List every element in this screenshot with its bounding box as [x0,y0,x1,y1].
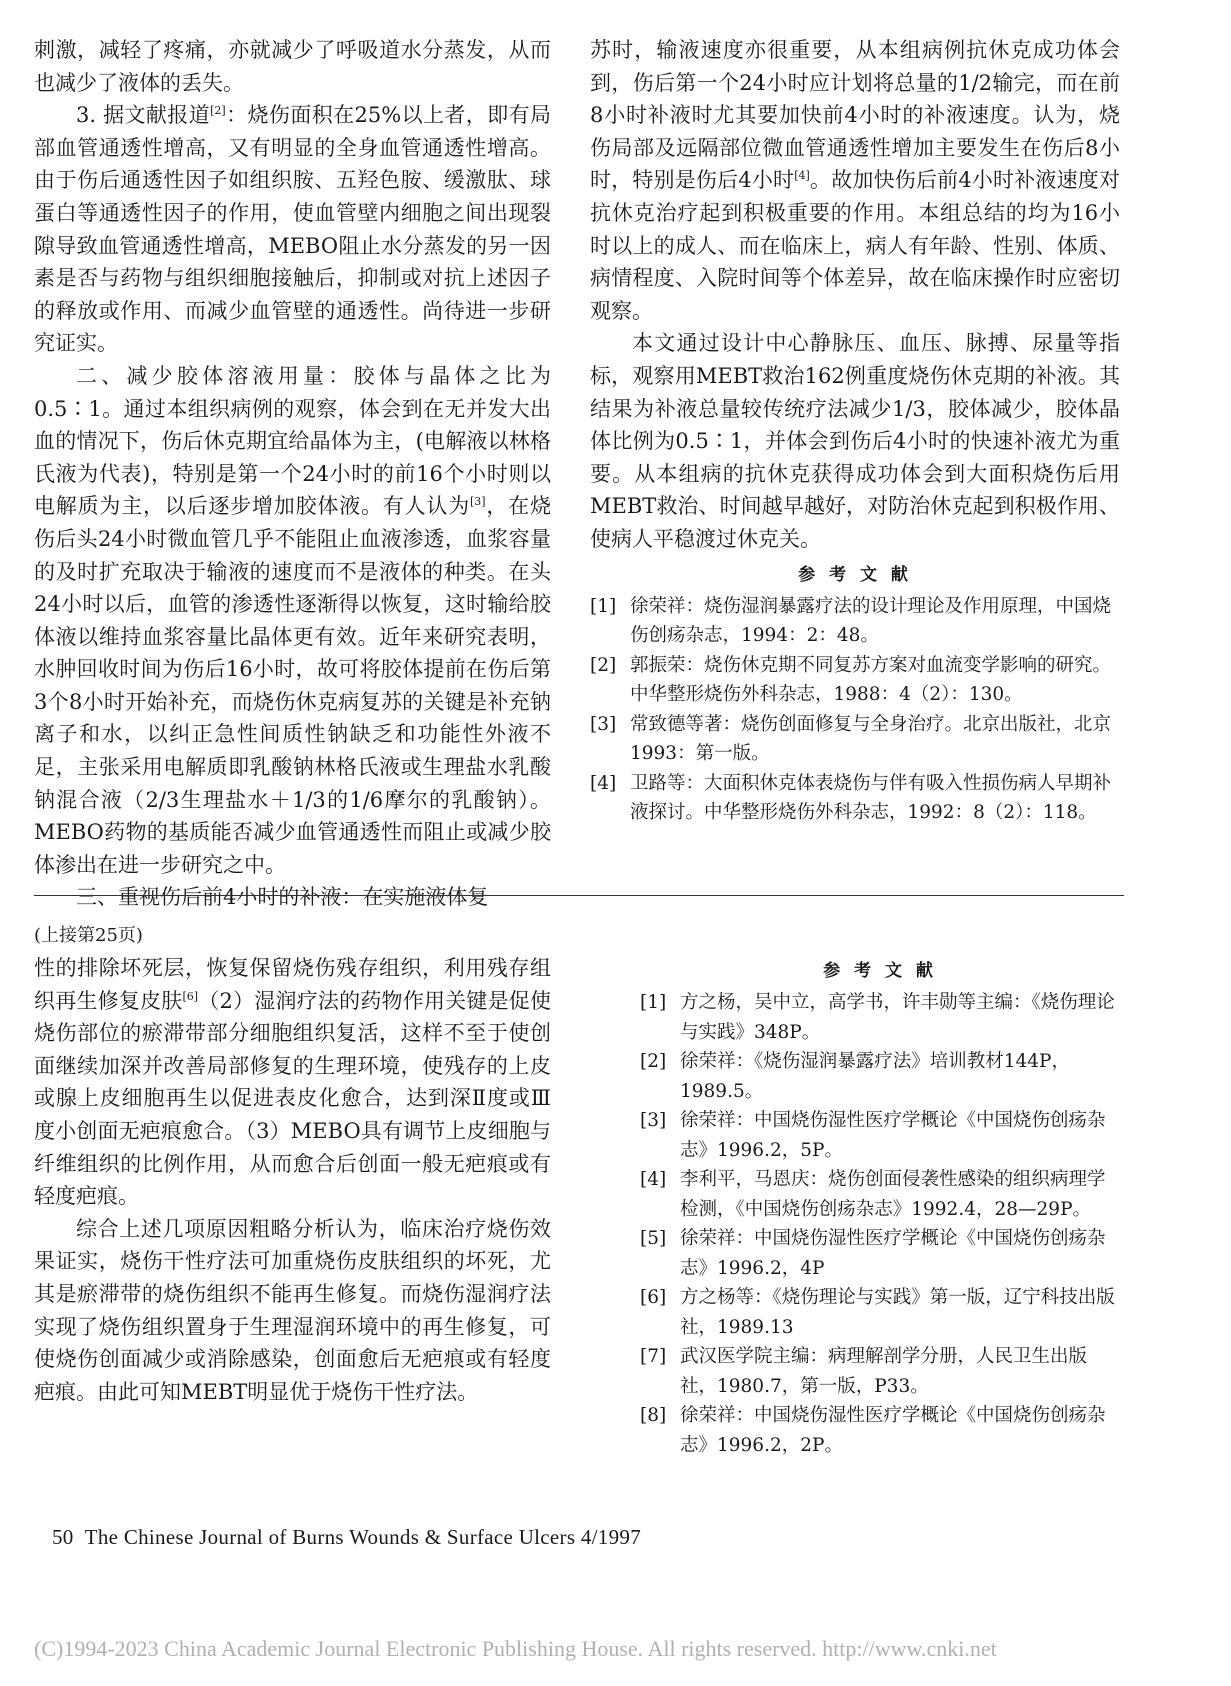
references-title: 参 考 文 献 [798,564,912,585]
reference-number: [8] [640,1405,667,1426]
reference-number: [7] [640,1346,667,1367]
reference-item [640,988,1120,1047]
paragraph-text: 。故加快伤后前4小时补液速度对抗休克治疗起到积极重要的作用。本组总结的均为16小时以上的成人、而在临床上，病人有年龄、性别、体质、病情程度、入院时间等个体差异，故在临床操作时应密切观察。 [590,168,1120,323]
reference-number: [2] [590,654,617,676]
paragraph [590,34,1120,327]
page-number: 50 [52,1525,74,1549]
reference-number: [4] [590,772,617,794]
paragraph: 三、重视伤后前4小时的补液：在实施液体复 [76,885,489,910]
reference-item [590,769,1120,828]
reference-item [640,1283,1120,1342]
reference-number: [3] [590,713,617,735]
continued-note: (上接第25页) [34,925,143,946]
paragraph: 综合上述几项原因粗略分析认为，临床治疗烧伤效果证实，烧伤干性疗法可加重烧伤皮肤组织的坏死，尤其是瘀滞带的烧伤组织不能再生修复。而烧伤湿润疗法实现了烧伤组织置身于生理湿润环境中的再生修复，可使烧伤创面减少或消除感染，创面愈后无疤痕或有轻度疤痕。由此可知MEBT明显优于烧伤干性疗法。 [34,1216,551,1404]
citation: [2] [210,104,226,118]
reference-text: 方之杨等：《烧伤理论与实践》第一版，辽宁科技出版社，1989.13 [680,1287,1115,1338]
reference-item [590,592,1120,651]
reference-item [640,1342,1120,1401]
reference-number: [1] [640,992,667,1013]
reference-item [640,1401,1120,1460]
citation: [4] [794,169,810,183]
reference-text: 常致德等著：烧伤创面修复与全身治疗。北京出版社，北京1993：第一版。 [630,713,1112,764]
reference-number: [1] [590,595,617,617]
paragraph-text: 苏时，输液速度亦很重要，从本组病例抗休克成功体会到，伤后第一个24小时应计划将总量的1/2输完，而在前8小时补液时尤其要加快前4小时的补液速度。认为，烧伤局部及远隔部位微血管通透性增加主要发生在伤后8小时，特别是伤后4小时 [590,38,1120,193]
reference-text: 武汉医学院主编：病理解剖学分册，人民卫生出版社，1980.7，第一版，P33。 [680,1346,1088,1397]
paragraph [34,360,551,882]
paragraph [34,952,551,1213]
reference-number: [5] [640,1228,667,1249]
reference-text: 徐荣祥：烧伤湿润暴露疗法的设计理论及作用原理，中国烧伤创疡杂志，1994：2：48。 [630,595,1112,646]
paragraph-text: 性的排除坏死层，恢复保留烧伤残存组织，利用残存组织再生修复皮肤 [34,956,551,1013]
top-left-column [34,34,551,914]
reference-number: [6] [640,1287,667,1308]
reference-item [590,651,1120,710]
reference-item [640,1165,1120,1224]
reference-item [640,1106,1120,1165]
paragraph-text: 3. 据文献报道 [76,103,211,128]
reference-text: 方之杨，吴中立，高学书，许丰勋等主编：《烧伤理论与实践》348P。 [680,992,1115,1043]
reference-item [640,1224,1120,1283]
page-footer [52,1525,641,1550]
reference-text: 郭振荣：烧伤休克期不同复苏方案对血流变学影响的研究。中华整形烧伤外科杂志，1988：4（2）：130。 [630,654,1112,705]
reference-text: 徐荣祥：中国烧伤湿性医疗学概论《中国烧伤创疡杂志》1996.2，2P。 [680,1405,1106,1456]
paragraph: 本文通过设计中心静脉压、血压、脉搏、尿量等指标，观察用MEBT救治162例重度烧伤休克期的补液。其结果为补液总量较传统疗法减少1/3，胶体减少，胶体晶体比例为0.5∶1，并体会到伤后4小时的快速补液尤为重要。从本组病的抗休克获得成功体会到大面积烧伤后用MEBT救治、时间越早越好，对防治休克起到积极作用、使病人平稳渡过休克关。 [590,331,1120,551]
references-title: 参 考 文 献 [823,961,937,981]
section-divider [34,895,1124,896]
paragraph-text: （2）湿润疗法的药物作用关键是促使烧伤部位的瘀滞带部分细胞组织复活，这样不至于使创面继续加深并改善局部修复的生理环境，使残存的上皮或腺上皮细胞再生以促进表皮化愈合，达到深Ⅱ度或Ⅲ度小创面无疤痕愈合。（3）MEBO具有调节上皮细胞与纤维组织的比例作用，从而愈合后创面一般无疤痕或有轻度疤痕。 [34,988,552,1209]
reference-text: 李利平，马恩庆：烧伤创面侵袭性感染的组织病理学检测，《中国烧伤创疡杂志》1992.4，28—29P。 [680,1169,1106,1220]
reference-number: [4] [640,1169,667,1190]
bottom-left-column [34,952,551,1408]
reference-number: [2] [640,1051,667,1072]
paragraph-text: 二、减少胶体溶液用量：胶体与晶体之比为0.5∶1。通过本组织病例的观察，体会到在无并发大出血的情况下，伤后休克期宜给晶体为主，(电解液以林格氏液为代表)，特别是第一个24小时的前16个小时则以电解质为主，以后逐步增加胶体液。有人认为 [34,363,551,519]
reference-number: [3] [640,1110,667,1131]
citation: [3] [470,495,486,509]
reference-item [640,1047,1120,1106]
citation: [6] [182,989,199,1003]
paragraph-text: ：烧伤面积在25%以上者，即有局部血管通透性增高，又有明显的全身血管通透性增高。由于伤后通透性因子如组织胺、五羟色胺、缓激肽、球蛋白等通透性因子的作用，使血管壁内细胞之间出现裂隙导致血管通透性增高，MEBO阻止水分蒸发的另一因素是否与药物与组织细胞接触后，抑制或对抗上述因子的释放或作用、而减少血管壁的通透性。尚待进一步研究证实。 [34,103,551,356]
journal-name: The Chinese Journal of Burns Wounds & Surface Ulcers 4/1997 [84,1525,641,1549]
reference-text: 徐荣祥：中国烧伤湿性医疗学概论《中国烧伤创疡杂志》1996.2，4P [680,1228,1106,1279]
reference-text: 卫路等：大面积休克体表烧伤与伴有吸入性损伤病人早期补液探讨。中华整形烧伤外科杂志，1992：8（2）：118。 [630,772,1112,823]
paragraph [34,99,551,360]
bottom-right-column [640,952,1120,1460]
paragraph: 刺激，减轻了疼痛，亦就减少了呼吸道水分蒸发，从而也减少了液体的丢失。 [34,38,551,95]
reference-text: 徐荣祥：《烧伤湿润暴露疗法》培训教材144P，1989.5。 [680,1051,1071,1102]
reference-text: 徐荣祥：中国烧伤湿性医疗学概论《中国烧伤创疡杂志》1996.2，5P。 [680,1110,1106,1161]
copyright-notice: (C)1994-2023 China Academic Journal Electronic Publishing House. All rights reserved. http://www.cnki.net [34,1636,997,1661]
reference-item [590,710,1120,769]
paragraph-text: ，在烧伤后头24小时微血管几乎不能阻止血液渗透，血浆容量的及时扩充取决于输液的速度而不是液体的种类。在头24小时以后，血管的渗透性逐渐得以恢复，这时输给胶体液以维持血浆容量比晶体更有效。近年来研究表明，水肿回收时间为伤后16小时，故可将胶体提前在伤后第3个8小时开始补充，而烧伤休克病复苏的关键是补充钠离子和水，以纠正急性间质性钠缺乏和功能性外液不足，主张采用电解质即乳酸钠林格氏液或生理盐水乳酸钠混合液（2/3生理盐水＋1/3的1/6摩尔的乳酸钠）。MEBO药物的基质能否减少血管通透性而阻止或减少胶体渗出在进一步研究之中。 [34,494,552,877]
top-right-column [590,34,1120,828]
